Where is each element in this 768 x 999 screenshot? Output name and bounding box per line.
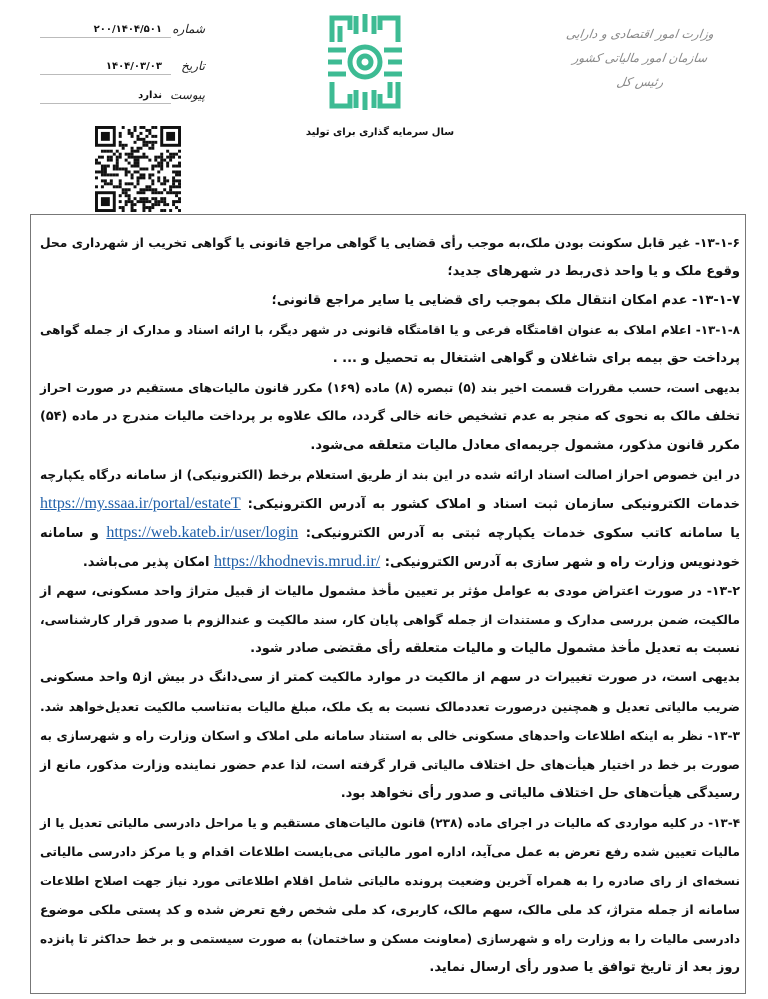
body-text: روز بعد از تاریخ توافق یا صدور رأی ارسال نماید. [429,960,740,975]
body-text: مالیات تعیین شده رفع تعرض به عمل می‌آید، اداره امور مالیاتی می‌بایست اطلاعات اقدام و یا مرکز دادرسی مالیاتی [40,845,740,859]
divider [40,103,171,104]
office-title: رئیس کل [615,75,665,89]
body-text: نسبت به تعدیل مأخذ مشمول مالیات و مالیات متعلقه رأی مقتضی صادر شود. [250,641,740,656]
attachment-label: پیوست [170,88,205,102]
body-text-line [40,726,740,746]
qr-code-icon [95,126,181,212]
body-text: ۱۳-۱-۶- غیر قابل سکونت بودن ملک،به موجب رأی قضایی یا گواهی مراجع قانونی یا گواهی تخریب از شهرداری محل [40,236,740,250]
body-text-line [40,233,740,253]
year-slogan: سال سرمایه گذاری برای تولید [305,127,455,138]
body-text: سامانه از جمله متراژ، کد ملی مالک، سهم مالک، کاربری، کد ملی شخص رفع تعرض شده و کد پستی ملکی موضوع [40,902,740,917]
body-text-line [40,639,740,659]
body-text: ۱۳-۱-۷- عدم امکان انتقال ملک بموجب رای قضایی یا سایر مراجع قانونی؛ [271,293,740,308]
letter-number-field [40,22,205,44]
letter-date-field [40,59,205,81]
body-text: صورت بر خط در اختیار هیأت‌های حل اختلاف مالیاتی قرار گرفته است، لذا عدم حضور نماینده وزارت مذکور، مانع از [40,758,740,772]
body-text-line [40,262,740,282]
body-text-line [40,436,740,456]
body-text: در این خصوص احراز اصالت اسناد ارائه شده در این بند از طریق استعلام برخط (الکترونیکی) از سامانه درگاه یکپارچه [40,468,740,482]
body-text-line [40,871,740,891]
body-text-line [40,349,740,369]
tax-organization-logo-icon [326,12,404,112]
body-text: خودنویس وزارت راه و شهر سازی به آدرس الکترونیکی: [380,555,740,570]
attachment-field [40,88,205,110]
body-text: ۱۳-۱-۸- اعلام املاک به عنوان اقامتگاه فرعی و یا اقامتگاه قانونی در شهر دیگر، با ارائه اسناد و مدارک از جمله گواهی [40,323,740,337]
divider [40,74,171,75]
body-text-line [40,784,740,804]
body-text-line [40,610,740,630]
ministry-name: وزارت امور اقتصادی و دارایی [565,27,715,41]
letter-number-label: شماره [172,22,205,36]
body-text-line [40,581,740,601]
body-text-line [40,552,740,573]
divider [40,37,171,38]
service-link[interactable]: https://khodnevis.mrud.ir/ [214,553,381,570]
body-text-line [40,291,740,311]
body-text: ۱۳-۲- در صورت اعتراض مودی به عوامل مؤثر بر تعیین مأخذ مشمول مالیات از قبیل متراژ واحد مسکونی، سهم از [40,583,740,598]
body-text: وقوع ملک و یا واحد ذی‌ربط در شهرهای جدید؛ [447,264,740,279]
body-text-line [40,958,740,978]
body-text-line [40,523,740,544]
body-text-line [40,900,740,920]
body-text-line [40,378,740,398]
body-text: دادرسی مالیات را به وزارت راه و شهرسازی (معاونت مسکن و ساختمان) به صورت سیستمی و بر خط حداکثر تا پانزده [40,932,740,946]
body-text: ضریب مالیاتی تعدیل و همچنین درصورت تعددمالک نسبت به یک ملک، مبلغ مالیات به‌تناسب مالکیت تعدیل‌خواهد شد. [40,700,740,714]
body-text-line [40,668,740,688]
attachment-value: ندارد [135,90,165,101]
body-text: تخلف مالک به نحوی که منجر به عدم تشخیص خانه خالی گردد، مالک علاوه بر پرداخت مالیات مندرج در ماده (۵۴) [40,409,740,424]
body-text: رسیدگی هیأت‌های حل اختلاف مالیاتی و صدور رأی نخواهد بود. [340,786,740,801]
body-text-line [40,407,740,427]
body-text: مالکیت، ضمن بررسی مدارک و مستندات از جمله گواهی پایان کار، سند مالکیت و عندالزوم با صدور قرار کارشناسی، [40,613,740,627]
body-text: و سامانه [40,526,107,541]
body-text-line [40,494,740,515]
body-text: مکرر قانون مذکور، مشمول جریمه‌ای معادل مالیات متعلقه می‌شود. [310,438,740,453]
body-text: ۱۳-۳- نظر به اینکه اطلاعات واحدهای مسکونی خالی به استناد سامانه ملی املاک و اسکان وزارت راه و شهرسازی به [40,729,740,743]
body-text: پرداخت حق بیمه برای شاغلان و گواهی اشتغال به تحصیل و ... . [332,351,740,366]
letter-number-value: ۲۰۰/۱۴۰۴/۵۰۱ [91,24,165,35]
body-text: ۱۳-۴- در کلیه مواردی که مالیات در اجرای ماده (۲۳۸) قانون مالیات‌های مستقیم و یا مراحل دادرسی مالیاتی تعدیل یا از [40,816,741,830]
body-text: بدیهی است، حسب مقررات قسمت اخیر بند (۵) تبصره (۸) ماده (۱۶۹) مکرر قانون مالیات‌های مستقیم در صورت احراز [40,381,740,395]
letter-date-value: ۱۴۰۴/۰۳/۰۳ [103,61,165,72]
ministry-letterhead [545,22,735,94]
letter-date-label: تاریخ [181,59,205,73]
organization-name: سازمان امور مالیاتی کشور [571,51,709,65]
body-text: یا سامانه کاتب سکوی خدمات یکپارچه ثبتی به آدرس الکترونیکی: [298,526,740,541]
body-text: بدیهی است، در صورت تغییرات در سهم از مالکیت در موارد مالکیت کمتر از سی‌دانگ در بیش از۵ واحد مسکونی [40,670,740,685]
body-text-line [40,465,740,485]
body-text-line [40,929,740,949]
service-link[interactable]: https://web.kateb.ir/user/login [106,524,299,541]
service-link[interactable]: https://my.ssaa.ir/portal/estateT [40,495,241,512]
body-text: امکان پذیر می‌باشد. [82,555,214,570]
body-text: نسخه‌ای از رای صادره را به همراه آخرین وضعیت پرونده مالیاتی شامل اقلام اطلاعاتی مورد نیاز جهت اصلاح اطلاعات [40,874,740,888]
body-text-line [40,842,740,862]
body-text-line [40,755,740,775]
body-text-line [40,813,740,833]
body-text-line [40,320,740,340]
body-text: خدمات الکترونیکی سازمان ثبت اسناد و املاک کشور به آدرس الکترونیکی: [240,497,740,512]
body-text-line [40,697,740,717]
